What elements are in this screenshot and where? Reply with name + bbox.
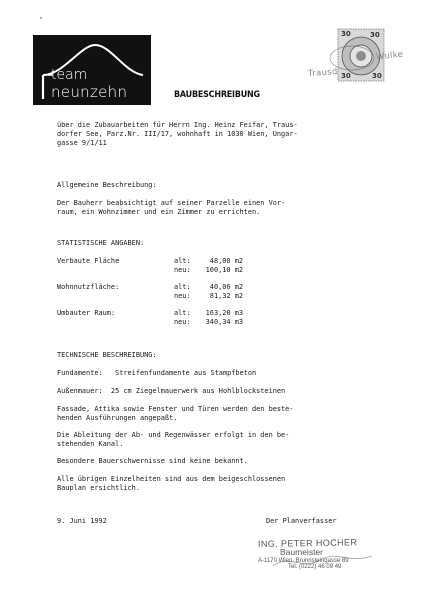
intro-line: über die Zubauarbeiten für Herrn Ing. Heinz Feifar, Traus- xyxy=(57,121,298,129)
intro-line: gasse 9/1/11 xyxy=(57,139,107,147)
revenue-stamp xyxy=(307,28,404,83)
logo-word-team: team xyxy=(51,67,88,83)
paragraph-line: Fassade, Attika sowie Fenster und Türen werden den beste- xyxy=(57,405,294,413)
scan-speck xyxy=(40,17,42,19)
stats-label: Umbauter Raum: xyxy=(57,309,116,317)
stamp-value-tl: 30 xyxy=(341,30,351,38)
signature-scribble xyxy=(268,540,378,580)
stats-new-value: 340,34 m3 xyxy=(205,318,243,326)
technical-paragraph xyxy=(57,405,293,423)
stats-new-value: 81,32 m2 xyxy=(209,292,243,300)
intro-line: dorfer See, Parz.Nr. III/17, wohnhaft in 1030 Wien, Ungar- xyxy=(57,130,298,138)
stamp-name: ING. PETER HOCHER xyxy=(257,537,358,550)
intro-paragraph xyxy=(57,121,298,148)
general-line: raum, ein Wohnzimmer und ein Zimmer zu errichten. xyxy=(57,208,261,216)
cancel-text-left: Trausd xyxy=(307,66,338,80)
stats-old-label: alt: xyxy=(174,309,191,317)
stats-new-label: neu: xyxy=(174,292,191,300)
stamp-value-br: 30 xyxy=(372,72,382,80)
document-title: BAUBESCHREIBUNG xyxy=(174,89,260,100)
stats-new-label: neu: xyxy=(174,318,191,326)
paragraph-line: Alle übrigen Einzelheiten sind aus dem beigeschlossenen xyxy=(57,475,286,483)
technical-paragraph xyxy=(57,431,289,449)
general-paragraph xyxy=(57,199,285,217)
stamp-phone: Tel. (0222) 46 09 49 xyxy=(288,564,342,570)
stats-old-label: alt: xyxy=(174,283,191,291)
stats-old-value: 40,06 m2 xyxy=(209,283,243,291)
walls-line: Außenmauer: 25 cm Ziegelmauerwerk aus Hohlblocksteinen xyxy=(57,387,286,395)
paragraph-line: stehenden Kanal. xyxy=(57,440,124,448)
stats-heading: STATISTISCHE ANGABEN: xyxy=(57,239,145,247)
company-logo xyxy=(33,35,151,105)
stats-old-value: 48,00 m2 xyxy=(209,257,243,265)
technical-paragraph xyxy=(57,475,285,493)
stamp-value-tr: 30 xyxy=(370,31,380,39)
general-heading: Allgemeine Beschreibung: xyxy=(57,181,157,189)
foundation-line: Fundamente: Streifenfundamente aus Stampfbeton xyxy=(57,369,257,377)
technical-heading: TECHNISCHE BESCHREIBUNG: xyxy=(57,351,157,359)
stamp-value-bl: 30 xyxy=(341,72,351,80)
logo-word-neunzehn: neunzehn xyxy=(51,83,128,101)
stats-label: Wohnnutzfläche: xyxy=(57,283,120,291)
stats-new-value: 100,10 m2 xyxy=(205,266,243,274)
signatory-label: Der Planverfasser xyxy=(266,517,337,525)
cancel-text-right: Wulke xyxy=(375,49,404,63)
stats-old-label: alt: xyxy=(174,257,191,265)
stats-old-value: 163,20 m3 xyxy=(205,309,243,317)
general-line: Der Bauherr beabsichtigt auf seiner Parzelle einen Vor- xyxy=(57,199,286,207)
stats-new-label: neu: xyxy=(174,266,191,274)
stamp-address: A-1170 Wien, Brunnsteingasse 89 xyxy=(258,558,349,564)
stamp-title: Baumeister xyxy=(280,547,323,557)
paragraph-line: Die Ableitung der Ab- und Regenwässer erfolgt in den be- xyxy=(57,431,290,439)
document-date: 9. Juni 1992 xyxy=(57,517,107,525)
technical-paragraph: Besondere Bauerschwernisse sind keine bekannt. xyxy=(57,457,248,465)
stats-label: Verbaute Fläche xyxy=(57,257,120,265)
paragraph-line: Bauplan ersichtlich. xyxy=(57,484,140,492)
paragraph-line: henden Ausführungen angepaßt. xyxy=(57,414,178,422)
